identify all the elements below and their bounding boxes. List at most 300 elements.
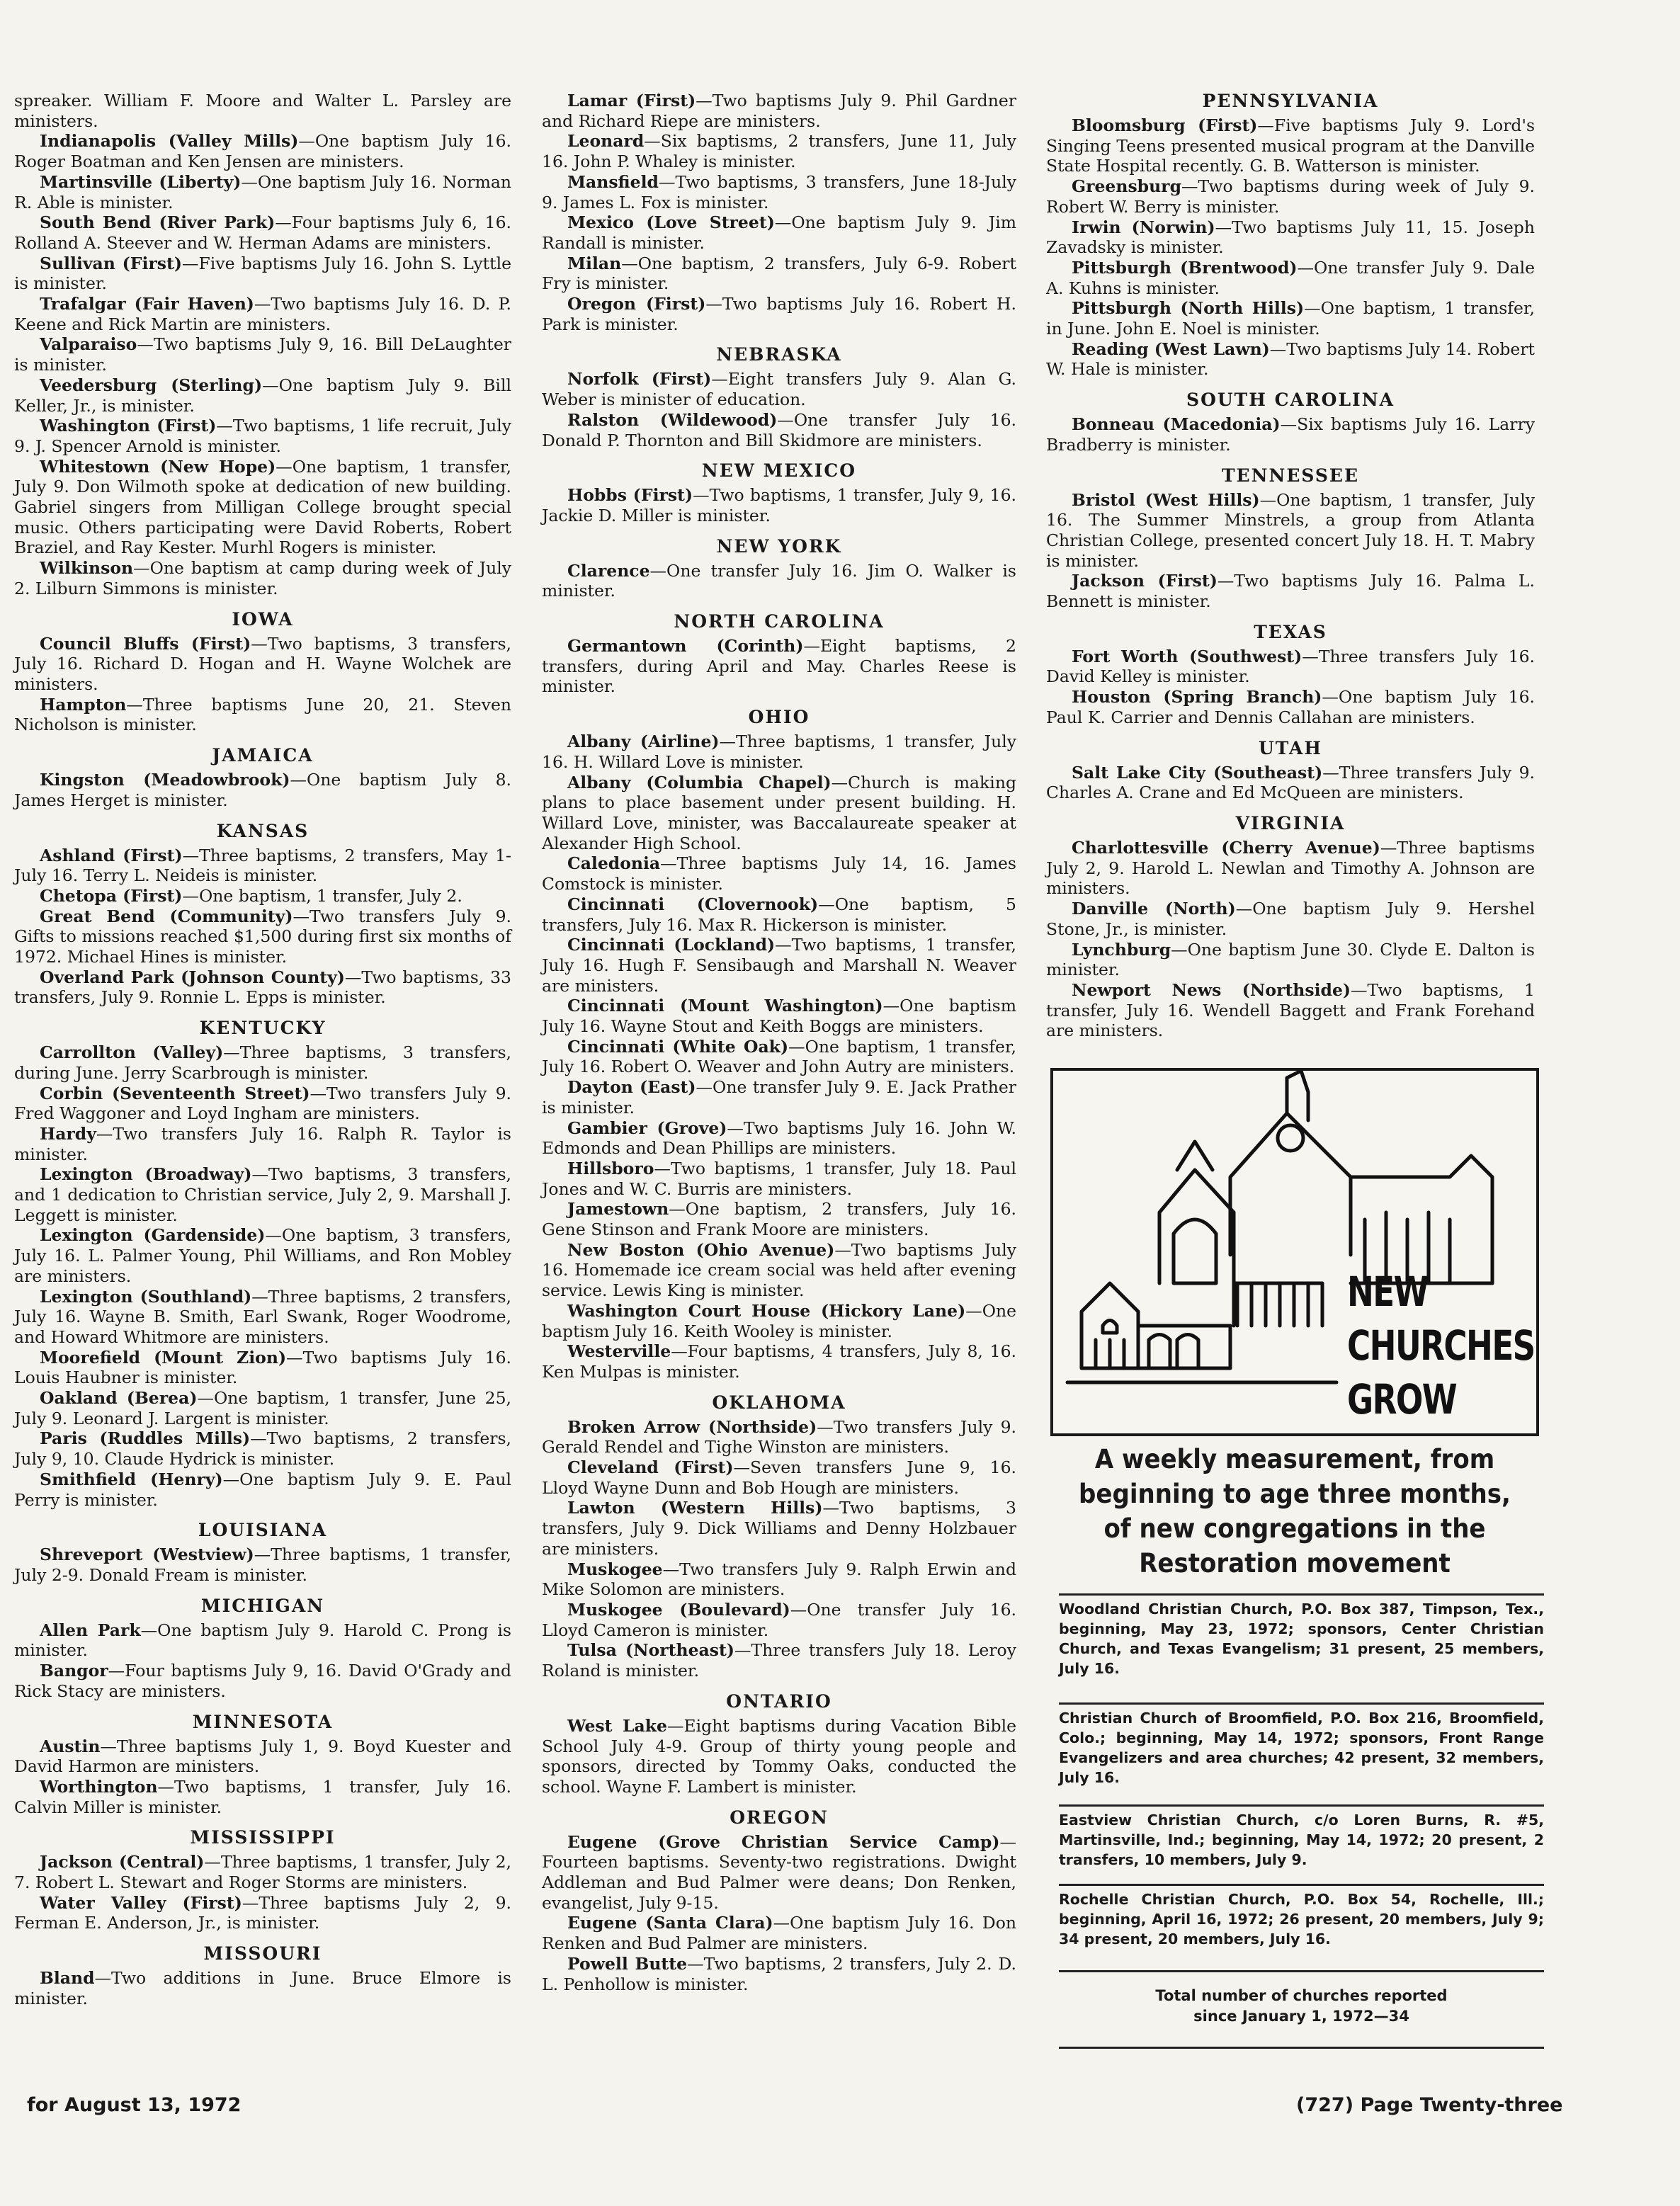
new-church-entry <box>1059 1599 1544 1678</box>
report-text: —Five baptisms July 9. Lord's Singing Teens presented musical program at the Danville State Hospital recently. G. B. Watterson is minister. <box>1046 115 1535 176</box>
report-text: —One baptism July 9. Jim Randall is minister. <box>542 212 1016 253</box>
report-text: —One baptism July 16. Keith Wooley is minister. <box>542 1300 1016 1341</box>
report-text: —Three baptisms July 2, 9. Harold L. Newlan and Timothy A. Johnson are ministers. <box>1046 837 1536 899</box>
church-report <box>542 1037 1016 1077</box>
report-text: —Two baptisms July 9. Phil Gardner and Richard Riepe are ministers. <box>542 91 1016 131</box>
church-report <box>542 1240 1016 1301</box>
report-text: —Two transfers July 9. Ralph Erwin and Mike Solomon are ministers. <box>542 1559 1016 1600</box>
church-report <box>542 732 1016 772</box>
church-name: Oregon (First) <box>567 294 706 314</box>
church-report <box>14 1893 511 1933</box>
church-report <box>542 131 1016 171</box>
church-name: Houston (Spring Branch) <box>1072 687 1322 707</box>
church-name: Albany (Columbia Chapel) <box>567 772 832 792</box>
report-text: —Three transfers July 9. Charles A. Crane and Ed McQueen are ministers. <box>1046 762 1535 803</box>
church-report <box>542 212 1016 253</box>
church-report <box>1046 176 1535 217</box>
church-report <box>14 131 511 171</box>
church-report <box>1046 763 1535 803</box>
church-report <box>1046 571 1535 611</box>
church-name: Pittsburgh (Brentwood) <box>1072 257 1298 278</box>
church-name: Oakland (Berea) <box>40 1388 198 1409</box>
report-text: —One baptism July 16. Roger Boatman and Ken Jensen are ministers. <box>14 131 512 172</box>
new-church-details: P.O. Box 387, Timpson, Tex., beginning, May 23, 1972; sponsors, Center Christian Church, and Texas Evangelism; 31 present, 25 members, July 16. <box>1059 1601 1544 1677</box>
church-name: Reading (West Lawn) <box>1072 339 1270 359</box>
report-text: —One baptism July 16. Paul K. Carrier and Dennis Callahan are ministers. <box>1046 687 1535 727</box>
column-1 <box>14 91 511 2009</box>
church-name: Martinsville (Liberty) <box>40 171 242 192</box>
church-report <box>1046 217 1535 258</box>
divider <box>1059 2047 1544 2049</box>
state-heading: VIRGINIA <box>1235 812 1346 834</box>
church-name: Corbin (Seventeenth Street) <box>40 1083 310 1103</box>
church-report <box>1046 115 1535 176</box>
church-report <box>542 636 1016 697</box>
state-heading: OKLAHOMA <box>712 1392 846 1413</box>
church-report <box>1046 339 1535 380</box>
church-name: Cincinnati (Lockland) <box>567 935 776 955</box>
feature-subtitle-line: Restoration movement <box>1139 1548 1451 1579</box>
church-report <box>14 1469 511 1510</box>
church-name: Hardy <box>40 1123 96 1144</box>
report-text: —Four baptisms July 9, 16. David O'Grady and Rick Stacy are ministers. <box>14 1661 511 1701</box>
church-report <box>1046 899 1535 939</box>
report-text: —Three baptisms July 2, 9. Ferman E. Anderson, Jr., is minister. <box>14 1892 511 1933</box>
church-report <box>1046 414 1535 455</box>
total-line: since January 1, 1972—34 <box>1193 2008 1409 2025</box>
church-name: Hampton <box>40 694 127 715</box>
church-name: Lynchburg <box>1072 939 1171 960</box>
church-name: Muskogee <box>567 1559 663 1579</box>
feature-subtitle-line: of new congregations in the <box>1103 1513 1486 1544</box>
church-report <box>542 1118 1016 1159</box>
church-report <box>542 294 1016 334</box>
state-heading: UTAH <box>1258 737 1323 758</box>
new-church-entry <box>1059 1708 1544 1787</box>
church-name: Germantown (Corinth) <box>567 636 804 656</box>
church-report <box>14 254 511 294</box>
church-report <box>14 558 511 598</box>
state-heading: NEW YORK <box>716 535 842 557</box>
church-name: Salt Lake City (Southeast) <box>1072 762 1323 783</box>
church-name: Smithfield (Henry) <box>40 1469 223 1489</box>
church-name: South Bend (River Park) <box>40 212 276 233</box>
church-report <box>14 1620 511 1661</box>
church-report <box>14 967 511 1008</box>
church-name: Jackson (First) <box>1072 571 1218 591</box>
report-text: —One transfer July 16. Lloyd Cameron is minister. <box>542 1600 1016 1640</box>
churches-illustration <box>1053 1071 1536 1433</box>
church-name: Bland <box>40 1968 95 1989</box>
total-churches-reported <box>1059 1986 1544 2027</box>
report-text: —Two baptisms July 16. Palma L. Bennett is minister. <box>1046 571 1535 612</box>
footer-issue-date: for August 13, 1972 <box>27 2094 242 2116</box>
report-text: —Fourteen baptisms. Seventy-two registrations. Dwight Addleman and Bud Palmer were deans; Don Renken, evangelist, July 9-15. <box>542 1831 1016 1913</box>
report-text: —Two baptisms, 1 transfer, July 16. Wendell Baggett and Frank Forehand are ministers. <box>1046 979 1535 1041</box>
church-name: Lexington (Southland) <box>40 1286 252 1307</box>
church-name: Washington Court House (Hickory Lane) <box>567 1300 966 1321</box>
church-name: Veedersburg (Sterling) <box>40 375 263 395</box>
church-report <box>542 485 1016 525</box>
report-text: —Two baptisms, 3 transfers, and 1 dedication to Christian service, July 2, 9. Marshall J. Leggett is minister. <box>14 1164 511 1225</box>
report-text: —One transfer July 16. Jim O. Walker is minister. <box>542 560 1016 601</box>
report-text: —One baptism, 1 transfer, July 16. Robert O. Weaver and John Autry are ministers. <box>542 1036 1016 1077</box>
report-text: —One baptism, 5 transfers, July 16. Max R. Hickerson is minister. <box>542 894 1016 935</box>
report-text: —Eight transfers July 9. Alan G. Weber is minister of education. <box>542 369 1016 410</box>
report-text: —Six baptisms July 16. Larry Bradberry is minister. <box>1046 414 1535 455</box>
feature-subtitle-line: A weekly measurement, from <box>1094 1444 1495 1474</box>
church-name: Cincinnati (Clovernook) <box>567 894 819 914</box>
state-heading: SOUTH CAROLINA <box>1186 390 1395 411</box>
report-text: —One baptism, 1 transfer, July 16. The Summer Minstrels, a group from Atlanta Christian College, presented concert July 18. H. T. Mabry is minister. <box>1046 489 1536 571</box>
new-church-details: P.O. Box 54, Rochelle, Ill.; beginning, April 16, 1972; 26 present, 20 members, July 9; 34 present, 20 members, July 16. <box>1059 1891 1544 1948</box>
church-report <box>14 91 511 131</box>
church-name: Cincinnati (White Oak) <box>567 1036 789 1057</box>
report-text: —Eight baptisms during Vacation Bible School July 4-9. Group of thirty young people and sponsors, directed by Tommy Oaks, conducted the school. Wayne F. Lambert is minister. <box>542 1715 1016 1797</box>
church-report <box>14 1124 511 1164</box>
new-church-name: Christian Church of Broomfield, <box>1059 1710 1323 1727</box>
church-name: Bristol (West Hills) <box>1072 489 1260 510</box>
divider <box>1059 1593 1544 1596</box>
church-report <box>542 561 1016 601</box>
church-report <box>14 1661 511 1701</box>
church-name: Tulsa (Northeast) <box>567 1640 734 1661</box>
report-text: —Two baptisms July 16. Homemade ice cream social was held after evening service. Lewis King is minister. <box>542 1239 1016 1301</box>
church-name: Albany (Airline) <box>567 732 720 752</box>
church-name: Eugene (Santa Clara) <box>567 1913 773 1933</box>
new-church-name: Rochelle Christian Church, <box>1059 1891 1291 1908</box>
church-report <box>542 894 1016 935</box>
report-text: —Three baptisms June 20, 21. Steven Nicholson is minister. <box>14 694 511 735</box>
divider <box>1059 1702 1544 1705</box>
church-report <box>14 906 511 967</box>
church-name: Bloomsburg (First) <box>1072 115 1258 135</box>
church-name: Cleveland (First) <box>567 1457 734 1478</box>
report-text: —Two baptisms, 3 transfers, June 18-July 9. James L. Fox is minister. <box>542 171 1016 212</box>
state-heading: NEBRASKA <box>716 344 842 365</box>
church-name: Milan <box>567 253 622 273</box>
church-report <box>14 1225 511 1286</box>
church-name: Whitestown (New Hope) <box>40 456 276 477</box>
church-name: Greensburg <box>1072 176 1181 197</box>
church-report <box>542 254 1016 294</box>
church-report <box>14 1428 511 1469</box>
report-text: —Three baptisms, 1 transfer, July 2-9. Donald Fream is minister. <box>14 1545 511 1585</box>
church-report <box>14 1852 511 1892</box>
church-name: Allen Park <box>40 1620 141 1640</box>
church-report <box>542 1954 1016 1994</box>
report-text: —Two baptisms July 16. Louis Haubner is minister. <box>14 1347 511 1388</box>
church-name: Westerville <box>567 1341 671 1362</box>
report-text: —Three transfers July 16. David Kelley is minister. <box>1046 646 1535 687</box>
new-church-name: Eastview Christian Church, <box>1059 1812 1300 1829</box>
church-name: Overland Park (Johnson County) <box>40 967 345 987</box>
new-churches-grow-feature <box>1050 1068 1539 1436</box>
church-name: Indianapolis (Valley Mills) <box>40 131 299 152</box>
feature-title-line-2: CHURCHES <box>1347 1321 1535 1370</box>
report-text: —Church is making plans to place basement under present building. H. Willard Love, minister, was Baccalaureate speaker at Alexander High School. <box>542 772 1016 853</box>
church-name: Lawton (Western Hills) <box>567 1498 823 1518</box>
report-text: —One baptism June 30. Clyde E. Dalton is minister. <box>1046 939 1535 980</box>
church-report <box>542 773 1016 854</box>
church-name: Caledonia <box>567 853 661 874</box>
church-name: Newport News (Northside) <box>1072 979 1351 1000</box>
divider <box>1059 1970 1544 1972</box>
report-text: —Two baptisms July 11, 15. Joseph Zavadsky is minister. <box>1046 217 1535 258</box>
state-heading: TENNESSEE <box>1221 465 1360 486</box>
church-report <box>542 1832 1016 1914</box>
report-text: —One baptism July 9. Hershel Stone, Jr., is minister. <box>1046 899 1535 939</box>
church-name: Lamar (First) <box>567 91 696 110</box>
church-report <box>1046 258 1535 298</box>
church-name: Danville (North) <box>1072 899 1236 919</box>
report-text: —Three transfers July 18. Leroy Roland is minister. <box>542 1640 1016 1681</box>
report-text: —Two baptisms, 3 transfers, July 9. Dick Williams and Denny Holzbauer are ministers. <box>542 1498 1017 1559</box>
report-text: —Three baptisms, 2 transfers, July 16. Wayne B. Smith, Earl Swank, Roger Woodrome, and Howard Whitmore are ministers. <box>14 1286 512 1347</box>
total-line: Total number of churches reported <box>1155 1987 1448 2004</box>
report-text: —Two baptisms, 3 transfers, July 16. Richard D. Hogan and H. Wayne Wolchek are ministers. <box>14 633 511 694</box>
state-heading: IOWA <box>232 608 294 630</box>
church-name: Carrollton (Valley) <box>40 1042 224 1063</box>
state-heading: OREGON <box>730 1807 829 1828</box>
state-heading: KANSAS <box>216 820 310 841</box>
church-report <box>542 1199 1016 1239</box>
church-report <box>14 416 511 456</box>
church-report <box>542 172 1016 212</box>
footer-page-number: (727) Page Twenty-three <box>1296 2094 1563 2116</box>
state-heading: NEW MEXICO <box>701 460 857 482</box>
report-text: —One baptism, 3 transfers, July 16. L. Palmer Young, Phil Williams, and Ron Mobley are ministers. <box>14 1225 511 1286</box>
church-report <box>542 996 1016 1036</box>
church-name: Mansfield <box>567 171 659 192</box>
report-text: —Two transfers July 16. Ralph R. Taylor is minister. <box>14 1123 511 1164</box>
report-text: —Two baptisms, 1 transfer, July 16. Hugh F. Sensibaugh and Marshall N. Weaver are ministers. <box>542 935 1016 996</box>
church-name: Great Bend (Community) <box>40 906 293 926</box>
report-text: —Two baptisms July 16. John W. Edmonds and Dean Phillips are ministers. <box>542 1118 1016 1159</box>
church-name: Worthington <box>40 1776 158 1797</box>
state-heading: MISSISSIPPI <box>190 1827 336 1848</box>
church-report <box>542 1341 1016 1382</box>
church-report <box>542 1716 1016 1797</box>
report-text: —Two transfers July 9. Fred Waggoner and Loyd Ingham are ministers. <box>14 1083 512 1124</box>
church-report <box>542 853 1016 894</box>
new-church-details: P.O. Box 216, Broomfield, Colo.; beginning, May 14, 1972; sponsors, Front Range Evangelizers and area churches; 42 present, 32 members, July 16. <box>1059 1710 1544 1786</box>
church-name: Paris (Ruddles Mills) <box>40 1428 251 1449</box>
new-church-details: c/o Loren Burns, R. #5, Martinsville, Ind.; beginning, May 14, 1972; 20 present, 2 transfers, 10 members, July 9. <box>1059 1812 1544 1868</box>
church-report <box>14 334 511 375</box>
church-name: Gambier (Grove) <box>567 1118 727 1138</box>
report-text: —Two baptisms July 16. D. P. Keene and Rick Martin are ministers. <box>14 294 511 334</box>
state-heading: NORTH CAROLINA <box>674 611 885 632</box>
church-report <box>542 1913 1016 1953</box>
church-report <box>14 1084 511 1124</box>
church-report <box>14 457 511 559</box>
report-text: —Three baptisms, 3 transfers, during June. Jerry Scarbrough is minister. <box>14 1042 511 1083</box>
state-heading: ONTARIO <box>726 1690 832 1712</box>
church-report <box>14 1777 511 1817</box>
new-church-entry <box>1059 1810 1544 1870</box>
church-report <box>14 846 511 886</box>
church-name: Dayton (East) <box>567 1077 696 1098</box>
church-name: Broken Arrow (Northside) <box>567 1416 817 1437</box>
church-report <box>1046 940 1535 980</box>
church-name: Valparaiso <box>40 334 137 355</box>
report-text: —Eight baptisms, 2 transfers, during April and May. Charles Reese is minister. <box>542 636 1016 697</box>
report-text: —One baptism, 1 transfer, June 25, July 9. Leonard J. Largent is minister. <box>14 1388 511 1428</box>
divider <box>1059 1804 1544 1807</box>
column-3 <box>1046 91 1535 1041</box>
church-name: Mexico (Love Street) <box>567 212 775 233</box>
church-report <box>542 91 1016 131</box>
church-name: New Boston (Ohio Avenue) <box>567 1239 835 1260</box>
church-report <box>1046 838 1535 899</box>
divider <box>1059 1884 1544 1886</box>
church-report <box>14 1968 511 2008</box>
feature-subtitle <box>1070 1442 1520 1581</box>
church-name: Ralston (Wildewood) <box>567 409 778 430</box>
church-name: Muskogee (Boulevard) <box>567 1600 790 1620</box>
church-report <box>14 1348 511 1388</box>
state-heading: JAMAICA <box>212 745 314 766</box>
church-name: Austin <box>40 1736 101 1756</box>
church-report <box>542 369 1016 409</box>
church-name: Chetopa (First) <box>40 885 183 906</box>
church-report <box>1046 980 1535 1041</box>
church-name: Shreveport (Westview) <box>40 1545 254 1565</box>
report-text: —Two baptisms, 33 transfers, July 9. Ronnie L. Epps is minister. <box>14 967 512 1008</box>
report-text: —Seven transfers June 9, 16. Lloyd Wayne Dunn and Bob Hough are ministers. <box>542 1457 1016 1498</box>
church-name: Kingston (Meadowbrook) <box>40 770 290 790</box>
report-text: —One baptism July 9. Bill Keller, Jr., is minister. <box>14 375 511 416</box>
state-heading: MINNESOTA <box>192 1711 334 1732</box>
church-report <box>1046 298 1535 339</box>
church-name: Water Valley (First) <box>40 1892 242 1913</box>
report-text: —Two baptisms, 1 transfer, July 18. Paul Jones and W. C. Burris are ministers. <box>542 1158 1016 1199</box>
church-report <box>14 1545 511 1585</box>
church-report <box>14 172 511 212</box>
church-report <box>1046 647 1535 687</box>
church-name: Council Bluffs (First) <box>40 633 251 654</box>
report-text: —Three baptisms, 2 transfers, May 1-July 16. Terry L. Neideis is minister. <box>14 845 511 886</box>
church-report <box>14 634 511 695</box>
church-name: Jackson (Central) <box>40 1852 205 1872</box>
church-report <box>542 1600 1016 1640</box>
church-report <box>14 1042 511 1083</box>
church-name: West Lake <box>567 1715 667 1736</box>
church-report <box>542 1640 1016 1681</box>
report-text: —Three baptisms, 1 transfer, July 2, 7. Robert L. Stewart and Roger Storms are ministers. <box>14 1852 511 1893</box>
report-text: —One baptism, 1 transfer, July 9. Don Wilmoth spoke at dedication of new building. Gabriel singers from Milligan College brought special music. Others participating were David Roberts, Robert Braziel, and Ray Kester. Murhl Rogers is minister. <box>14 456 512 558</box>
church-report <box>14 1736 511 1777</box>
report-text: —One transfer July 9. Dale A. Kuhns is minister. <box>1046 257 1535 298</box>
church-report <box>14 375 511 416</box>
church-name: Wilkinson <box>40 558 134 579</box>
church-report <box>542 1077 1016 1118</box>
church-name: Irwin (Norwin) <box>1072 217 1215 237</box>
church-name: Hillsboro <box>567 1158 654 1178</box>
church-name: Eugene (Grove Christian Service Camp) <box>567 1831 1000 1852</box>
report-text: —One baptism at camp during week of July 2. Lilburn Simmons is minister. <box>14 558 511 598</box>
feature-subtitle-line: beginning to age three months, <box>1079 1479 1511 1509</box>
church-report <box>542 935 1016 996</box>
report-text: —One baptism, 1 transfer, in June. John E. Noel is minister. <box>1046 298 1535 339</box>
church-report <box>14 1287 511 1348</box>
report-text: —Three baptisms, 1 transfer, July 16. H. Willard Love is minister. <box>542 732 1016 772</box>
report-text: —Two transfers July 9. Gifts to missions reached $1,500 during first six months of 1972. Michael Hines is minister. <box>14 906 511 967</box>
church-name: Trafalgar (Fair Haven) <box>40 294 254 314</box>
report-text: —Two baptisms July 9, 16. Bill DeLaughter is minister. <box>14 334 511 375</box>
report-text: —Three baptisms July 14, 16. James Comstock is minister. <box>542 853 1016 894</box>
report-text: —Two additions in June. Bruce Elmore is minister. <box>14 1968 511 2008</box>
church-report <box>542 1498 1016 1559</box>
church-name: Moorefield (Mount Zion) <box>40 1347 287 1368</box>
report-text: —Six baptisms, 2 transfers, June 11, July 16. John P. Whaley is minister. <box>542 131 1016 172</box>
church-name: Bangor <box>40 1661 108 1681</box>
church-name: Fort Worth (Southwest) <box>1072 646 1302 666</box>
state-heading: PENNSYLVANIA <box>1202 91 1379 111</box>
report-text: —Two baptisms, 2 transfers, July 2. D. L. Penhollow is minister. <box>542 1953 1017 1994</box>
new-church-entry <box>1059 1889 1544 1949</box>
report-text: —One baptism July 8. James Herget is minister. <box>14 770 511 810</box>
church-report <box>1046 490 1535 572</box>
church-report <box>542 410 1016 450</box>
new-church-name: Woodland Christian Church, <box>1059 1601 1293 1617</box>
report-text: —Four baptisms, 4 transfers, July 8, 16. Ken Mulpas is minister. <box>542 1341 1016 1382</box>
church-report <box>542 1417 1016 1457</box>
report-text: —One baptism July 9. E. Paul Perry is minister. <box>14 1469 512 1510</box>
column-2 <box>542 91 1016 1994</box>
report-text: —Two baptisms, 2 transfers, July 9, 10. Claude Hydrick is minister. <box>14 1428 511 1469</box>
church-report <box>14 695 511 735</box>
church-report <box>542 1559 1016 1600</box>
state-heading: OHIO <box>748 707 810 728</box>
church-name: Lexington (Broadway) <box>40 1164 252 1185</box>
church-report <box>1046 687 1535 727</box>
report-text: —One baptism July 16. Norman R. Able is minister. <box>14 171 511 212</box>
state-heading: MISSOURI <box>203 1943 322 1965</box>
report-text: —One baptism July 16. Wayne Stout and Keith Boggs are ministers. <box>542 996 1016 1037</box>
church-name: Clarence <box>567 560 650 581</box>
state-heading: LOUISIANA <box>198 1520 328 1541</box>
church-report <box>14 770 511 810</box>
church-report <box>14 1388 511 1428</box>
state-heading: TEXAS <box>1254 621 1327 642</box>
church-report <box>542 1457 1016 1498</box>
church-name: Powell Butte <box>567 1953 688 1974</box>
church-name: Norfolk (First) <box>567 369 712 390</box>
church-report <box>14 1164 511 1225</box>
church-name: Charlottesville (Cherry Avenue) <box>1072 837 1380 858</box>
state-heading: MICHIGAN <box>200 1595 325 1616</box>
report-text: —Two baptisms July 14. Robert W. Hale is minister. <box>1046 339 1535 380</box>
report-text: —Two transfers July 9. Gerald Rendel and Tighe Winston are ministers. <box>542 1416 1016 1457</box>
church-name: Pittsburgh (North Hills) <box>1072 298 1305 319</box>
state-heading: KENTUCKY <box>199 1018 327 1039</box>
report-text: —One baptism, 2 transfers, July 6-9. Robert Fry is minister. <box>542 253 1016 294</box>
church-report <box>542 1301 1016 1341</box>
church-name: Leonard <box>567 131 645 152</box>
report-text: —One baptism July 16. Don Renken and Bud Palmer are ministers. <box>542 1913 1016 1954</box>
feature-title-line-3: GROW <box>1347 1375 1457 1423</box>
report-text: —Five baptisms July 16. John S. Lyttle is minister. <box>14 253 511 294</box>
report-text: spreaker. William F. Moore and Walter L. Parsley are ministers. <box>14 91 511 131</box>
report-text: —One baptism, 2 transfers, July 16. Gene Stinson and Frank Moore are ministers. <box>542 1199 1016 1240</box>
report-text: —Three baptisms July 1, 9. Boyd Kuester and David Harmon are ministers. <box>14 1736 511 1777</box>
report-text: —One transfer July 16. Donald P. Thornton and Bill Skidmore are ministers. <box>542 409 1016 450</box>
church-report <box>14 294 511 334</box>
church-name: Bonneau (Macedonia) <box>1072 414 1281 435</box>
report-text: —One baptism, 1 transfer, July 2. <box>182 885 462 906</box>
